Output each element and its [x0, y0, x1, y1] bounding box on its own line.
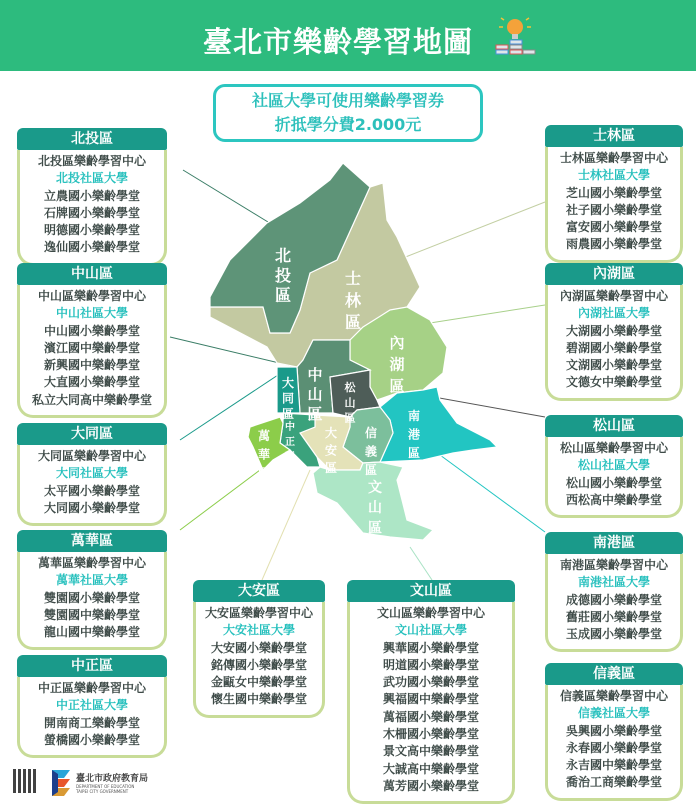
- community-college-link[interactable]: 大安社區大學: [222, 623, 295, 638]
- community-college-link[interactable]: 中山社區大學: [55, 306, 128, 321]
- learning-site-item[interactable]: 舊莊國小樂齡學堂: [565, 609, 662, 624]
- district-card-title: 中正區: [17, 655, 167, 677]
- district-card-list: [17, 677, 167, 758]
- learning-site-item[interactable]: 南港區樂齡學習中心: [559, 558, 668, 572]
- district-card-songshan: [545, 415, 683, 518]
- connector-wanhua: [180, 470, 260, 530]
- district-card-wanhua: [17, 530, 167, 650]
- learning-site-item[interactable]: 喬治工商樂齡學堂: [565, 775, 662, 790]
- map-label-neihu: 內湖區: [389, 334, 405, 395]
- learning-site-item[interactable]: 萬芳國小樂齡學堂: [382, 778, 479, 793]
- organization-name-en: DEPARTMENT OF EDUCATION TAIPEI CITY GOVERNMENT: [76, 784, 135, 794]
- community-college-link[interactable]: 內湖社區大學: [577, 306, 650, 321]
- learning-site-item[interactable]: 新興國中樂齡學堂: [43, 358, 140, 373]
- map-label-shilin: 士林區: [344, 269, 362, 332]
- connector-beitou: [183, 170, 268, 222]
- qr-code[interactable]: [13, 769, 37, 793]
- learning-site-item[interactable]: 大湖國小樂齡學堂: [565, 323, 662, 338]
- learning-site-item[interactable]: 大誠高中樂齡學堂: [382, 761, 479, 776]
- district-card-title: 萬華區: [17, 530, 167, 552]
- learning-site-item[interactable]: 中山國小樂齡學堂: [43, 323, 140, 338]
- organization-name: 臺北市政府教育局: [76, 774, 149, 784]
- district-card-list: [193, 602, 325, 718]
- district-card-shilin: [545, 125, 683, 263]
- map-label-wanhua: 萬華區: [257, 429, 271, 481]
- connector-nangang: [440, 455, 545, 532]
- district-nangang[interactable]: [380, 387, 497, 462]
- district-card-wenshan: [347, 580, 515, 804]
- district-card-zhongzheng: [17, 655, 167, 758]
- learning-site-item[interactable]: 文德女中樂齡學堂: [565, 375, 662, 390]
- district-card-list: [545, 437, 683, 518]
- district-card-title: 信義區: [545, 663, 683, 685]
- district-card-list: [545, 685, 683, 801]
- district-card-list: [545, 285, 683, 401]
- district-card-title: 士林區: [545, 125, 683, 147]
- learning-site-item[interactable]: 松山國小樂齡學堂: [565, 475, 662, 490]
- district-card-list: [545, 147, 683, 263]
- district-card-xinyi: [545, 663, 683, 801]
- voucher-notice-line1: 社區大學可使用樂齡學習券: [251, 91, 444, 110]
- learning-site-item[interactable]: 雙園國中樂齡學堂: [43, 607, 140, 622]
- map-label-beitou: 北投區: [274, 246, 292, 305]
- community-college-link[interactable]: 信義社區大學: [577, 706, 650, 721]
- learning-site-item[interactable]: 碧湖國小樂齡學堂: [565, 340, 662, 355]
- learning-site-item[interactable]: 文湖國小樂齡學堂: [565, 358, 662, 373]
- learning-site-item[interactable]: 立農國小樂齡學堂: [43, 188, 140, 203]
- community-college-link[interactable]: 大同社區大學: [55, 466, 128, 481]
- community-college-link[interactable]: 士林社區大學: [577, 168, 650, 183]
- district-card-list: [17, 285, 167, 418]
- learning-site-item[interactable]: 景文高中樂齡學堂: [382, 744, 479, 759]
- district-card-neihu: [545, 263, 683, 401]
- district-card-title: 北投區: [17, 128, 167, 150]
- learning-site-item[interactable]: 大同國小樂齡學堂: [43, 500, 140, 515]
- connector-daan: [262, 470, 310, 580]
- community-college-link[interactable]: 北投社區大學: [55, 171, 128, 186]
- voucher-notice-line2: 折抵學分費2.000元: [274, 115, 422, 134]
- learning-site-item[interactable]: 私立大同高中樂齡學堂: [31, 392, 152, 407]
- learning-site-item[interactable]: 石牌國小樂齡學堂: [43, 205, 140, 220]
- learning-site-item[interactable]: 大直國小樂齡學堂: [43, 375, 140, 390]
- district-card-datong: [17, 423, 167, 526]
- community-college-link[interactable]: 南港社區大學: [577, 575, 650, 590]
- district-card-title: 南港區: [545, 532, 683, 554]
- connector-shilin: [403, 202, 545, 258]
- district-shapes: [210, 163, 497, 540]
- community-college-link[interactable]: 文山社區大學: [394, 623, 467, 638]
- learning-site-item[interactable]: 明德國小樂齡學堂: [43, 223, 140, 238]
- learning-site-item[interactable]: 北投區樂齡學習中心: [37, 154, 146, 168]
- connector-wenshan: [410, 547, 432, 580]
- learning-site-item[interactable]: 萬福國小樂齡學堂: [382, 709, 479, 724]
- learning-site-item[interactable]: 雙園國小樂齡學堂: [43, 590, 140, 605]
- district-card-list: [347, 602, 515, 804]
- district-card-beitou: [17, 128, 167, 266]
- district-card-list: [17, 445, 167, 526]
- learning-site-item[interactable]: 雨農國小樂齡學堂: [565, 237, 662, 252]
- learning-site-item[interactable]: 大安國小樂齡學堂: [210, 640, 307, 655]
- community-college-link[interactable]: 松山社區大學: [577, 458, 650, 473]
- learning-site-item[interactable]: 芝山國小樂齡學堂: [565, 185, 662, 200]
- map-label-zhongzheng: 中正區: [285, 422, 295, 463]
- learning-site-item[interactable]: 木柵國小樂齡學堂: [382, 727, 479, 742]
- learning-site-item[interactable]: 富安國小樂齡學堂: [565, 220, 662, 235]
- learning-site-item[interactable]: 永春國小樂齡學堂: [565, 740, 662, 755]
- learning-site-item[interactable]: 吳興國小樂齡學堂: [565, 723, 662, 738]
- district-card-list: [17, 552, 167, 650]
- district-card-zhongshan: [17, 263, 167, 418]
- learning-site-item[interactable]: 興華國小樂齡學堂: [382, 640, 479, 655]
- district-card-title: 中山區: [17, 263, 167, 285]
- learning-site-item[interactable]: 永吉國中樂齡學堂: [565, 758, 662, 773]
- district-card-title: 松山區: [545, 415, 683, 437]
- learning-site-item[interactable]: 信義區樂齡學習中心: [559, 689, 668, 703]
- map-label-daan: 大安區: [324, 426, 338, 476]
- learning-site-item[interactable]: 成德國小樂齡學堂: [565, 592, 662, 607]
- learning-site-item[interactable]: 濱江國中樂齡學堂: [43, 340, 140, 355]
- map-label-zhongshan: 中山區: [307, 366, 323, 423]
- district-card-title: 大安區: [193, 580, 325, 602]
- map-label-xinyi: 信義區: [364, 426, 378, 478]
- district-card-list: [17, 150, 167, 266]
- learning-site-item[interactable]: 中正區樂齡學習中心: [37, 681, 146, 695]
- learning-site-item[interactable]: 士林區樂齡學習中心: [559, 151, 668, 165]
- learning-site-item[interactable]: 懷生國中樂齡學堂: [210, 692, 307, 707]
- learning-site-item[interactable]: 逸仙國小樂齡學堂: [43, 240, 140, 255]
- map-label-datong: 大同區: [281, 376, 295, 422]
- learning-site-item[interactable]: 大同區樂齡學習中心: [37, 449, 146, 463]
- learning-site-item[interactable]: 社子國小樂齡學堂: [565, 202, 662, 217]
- district-card-title: 文山區: [347, 580, 515, 602]
- education-department-logo: [50, 770, 72, 796]
- district-card-title: 大同區: [17, 423, 167, 445]
- learning-site-item[interactable]: 興福國中樂齡學堂: [382, 692, 479, 707]
- learning-site-item[interactable]: 文山區樂齡學習中心: [376, 606, 485, 620]
- community-college-link[interactable]: 萬華社區大學: [55, 573, 128, 588]
- learning-site-item[interactable]: 松山區樂齡學習中心: [559, 441, 668, 455]
- learning-site-item[interactable]: 武功國小樂齡學堂: [382, 675, 479, 690]
- map-label-nangang: 南港區: [407, 409, 421, 461]
- learning-site-item[interactable]: 中山區樂齡學習中心: [37, 289, 146, 303]
- district-card-daan: [193, 580, 325, 718]
- learning-site-item[interactable]: 開南商工樂齡學堂: [43, 715, 140, 730]
- learning-site-item[interactable]: 玉成國小樂齡學堂: [565, 627, 662, 642]
- learning-site-item[interactable]: 西松高中樂齡學堂: [565, 492, 662, 507]
- learning-site-item[interactable]: 螢橋國小樂齡學堂: [43, 732, 140, 747]
- map-label-wenshan: 文山區: [368, 480, 382, 537]
- page-title: 臺北市樂齡學習地圖: [202, 25, 473, 59]
- district-card-list: [545, 554, 683, 652]
- district-card-title: 內湖區: [545, 263, 683, 285]
- learning-site-item[interactable]: 明道國小樂齡學堂: [382, 657, 479, 672]
- learning-site-item[interactable]: 內湖區樂齡學習中心: [559, 289, 668, 303]
- map-label-songshan: 松山區: [344, 381, 356, 425]
- learning-site-item[interactable]: 金甌女中樂齡學堂: [210, 675, 307, 690]
- district-datong[interactable]: [277, 367, 300, 413]
- connector-neihu: [430, 305, 545, 323]
- community-college-link[interactable]: 中正社區大學: [55, 698, 128, 713]
- learning-site-item[interactable]: 銘傳國小樂齡學堂: [210, 657, 307, 672]
- learning-site-item[interactable]: 太平國小樂齡學堂: [43, 483, 140, 498]
- learning-site-item[interactable]: 龍山國中樂齡學堂: [43, 625, 140, 640]
- learning-site-item[interactable]: 萬華區樂齡學習中心: [37, 556, 146, 570]
- district-card-nangang: [545, 532, 683, 652]
- learning-site-item[interactable]: 大安區樂齡學習中心: [204, 606, 313, 620]
